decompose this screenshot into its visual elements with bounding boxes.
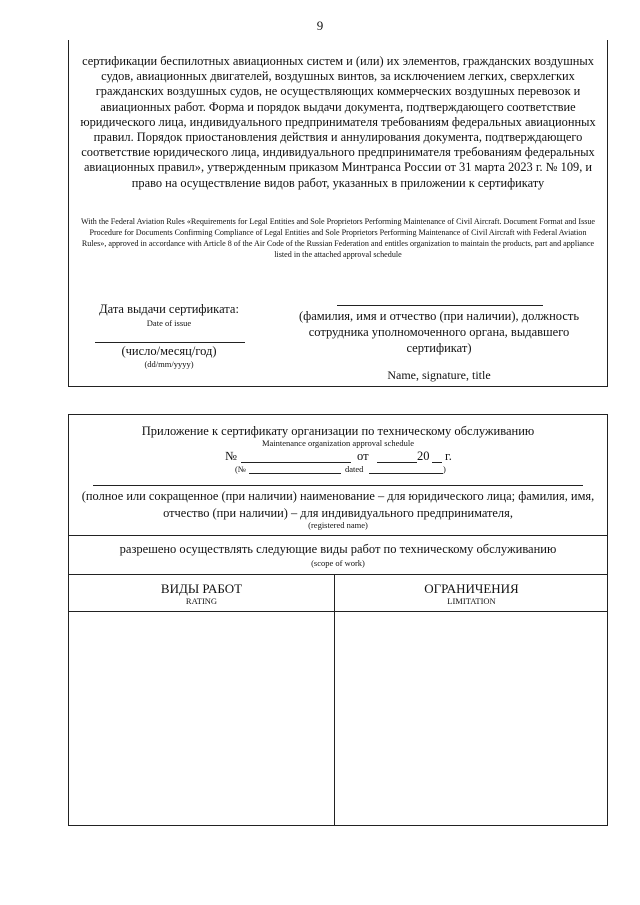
date-format-label-en: (dd/mm/yyyy)	[144, 359, 194, 369]
divider	[69, 535, 607, 536]
appendix-box	[68, 414, 608, 826]
number-open-en: (№	[235, 464, 246, 474]
certificate-text-ru: сертификации беспилотных авиационных систем и (или) их элементов, гражданских воздушных судов, авиационных двигателей, воздушных винтов, за исключением легких, сверхлегких гражданских воздушных судов, не осуществляющих коммерческих воздушных перевозок и авиационных работ. Форма и порядок выдачи документа, подтверждающего соответствие юридического лица, индивидуального предпринимателя требованиям федеральных авиационных правил. Порядок приостановления действия и аннулирования документа, подтверждающего соответствие юридического лица, индивидуального предпринимателя требованиям федеральных авиационных правил», утвержденным приказом Минтранса России от 31 марта 2023 г. № 109, и право на осуществление видов работ, указанных в приложении к сертификату	[80, 54, 596, 190]
column-header-rating-en: RATING	[185, 596, 218, 606]
close-paren-en: )	[443, 464, 446, 474]
certificate-box	[68, 40, 608, 387]
appendix-year-field[interactable]	[432, 462, 442, 463]
date-format-label: (число/месяц/год)	[121, 344, 217, 358]
appendix-date-field[interactable]	[377, 462, 417, 463]
table-header-divider	[69, 611, 607, 612]
column-header-limitation-en: LIMITATION	[447, 596, 496, 606]
issue-date-label-en: Date of issue	[146, 318, 192, 328]
scope-label-en: (scope of work)	[311, 558, 365, 568]
year-suffix: г.	[445, 449, 452, 463]
issue-date-field[interactable]	[95, 342, 245, 343]
appendix-title: Приложение к сертификату организации по техническому обслуживанию	[141, 424, 535, 438]
organization-name-label-en: (registered name)	[308, 520, 368, 530]
issue-date-label: Дата выдачи сертификата:	[99, 302, 239, 316]
signatory-label-en: Name, signature, title	[387, 368, 491, 382]
year-prefix: 20	[417, 449, 430, 463]
dated-en: dated	[345, 464, 364, 474]
organization-name-label: (полное или сокращенное (при наличии) наименование – для юридического лица; фамилия, имя, отчество (при наличии) – для индивидуального предпринимателя,	[81, 489, 595, 520]
certificate-text-en: With the Federal Aviation Rules «Requirements for Legal Entities and Sole Proprietors Performing Maintenance of Civil Aircraft. Document Format and Issue Procedure for Documents Confirming Compliance of Legal Entities and Sole Proprietors Performing Maintenance of Civil Aircraft with Federal Aviation Rules», approved in accordance with Article 8 of the Air Code of the Russian Federation and entitles organization to maintain the products, part and appliance listed in the attached approval schedule	[80, 217, 596, 259]
from-word: от	[357, 449, 369, 463]
column-header-limitation: ОГРАНИЧЕНИЯ	[424, 581, 519, 596]
appendix-title-en: Maintenance organization approval schedule	[261, 438, 415, 448]
scope-label: разрешено осуществлять следующие виды работ по техническому обслуживанию	[119, 542, 557, 556]
dated-en-line	[369, 473, 443, 474]
signatory-field[interactable]	[337, 305, 543, 306]
column-header-rating: ВИДЫ РАБОТ	[160, 581, 243, 596]
divider	[69, 574, 607, 575]
number-en-line	[249, 473, 341, 474]
page-number: 9	[316, 18, 324, 33]
number-sign: №	[225, 449, 237, 463]
organization-name-field[interactable]	[93, 485, 583, 486]
signatory-label: (фамилия, имя и отчество (при наличии), должность сотрудника уполномоченного органа, выдавшего сертификат)	[298, 309, 580, 355]
appendix-number-field[interactable]	[241, 462, 351, 463]
